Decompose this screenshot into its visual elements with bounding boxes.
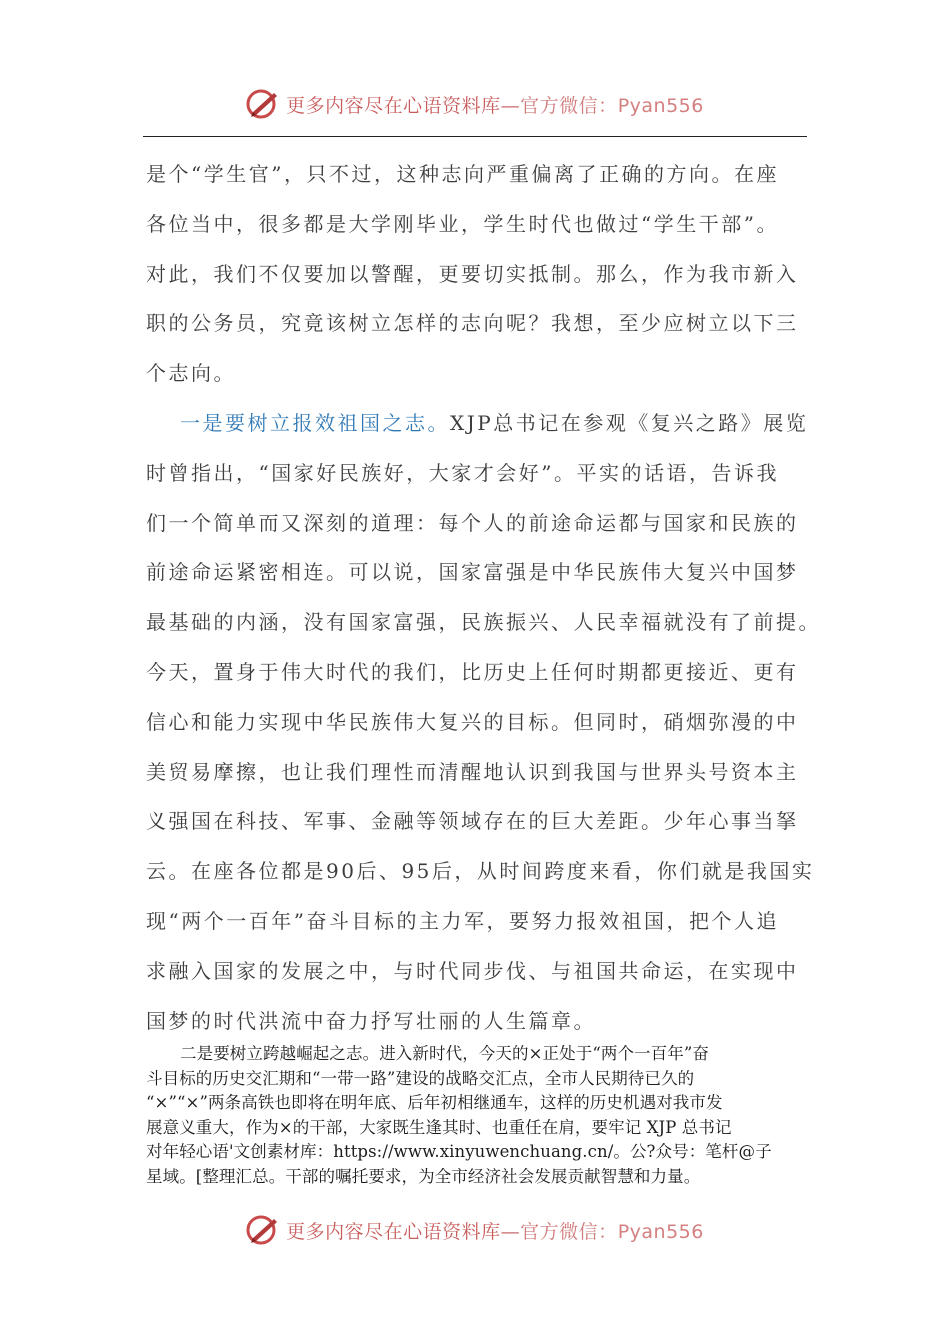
section2-line: 斗目标的历史交汇期和“一带一路”建设的战略交汇点，全市人民期待已久的 <box>146 1068 695 1088</box>
header-wechat-label: 官方微信： <box>520 94 618 117</box>
section1-line: 国梦的时代洪流中奋力抒写壮丽的人生篇章。 <box>146 1008 596 1033</box>
footer-brand: 更多内容尽在心语资料库 <box>286 1220 501 1243</box>
section1-line: 信心和能力实现中华民族伟大复兴的目标。但同时，硝烟弥漫的中 <box>146 709 799 734</box>
body-line: 对此，我们不仅要加以警醒，更要切实抵制。那么，作为我市新入 <box>146 261 799 286</box>
pen-logo-icon <box>246 87 280 121</box>
section1-line: 们一个简单而又深刻的道理：每个人的前途命运都与国家和民族的 <box>146 510 799 535</box>
section1-line: 义强国在科技、军事、金融等领域存在的巨大差距。少年心事当拏 <box>146 809 799 834</box>
footer-wechat-id: Pyan556 <box>617 1220 704 1243</box>
section1-line: 云。在座各位都是90后、95后，从时间跨度来看，你们就是我国实 <box>146 859 815 884</box>
footer-banner <box>0 1208 950 1252</box>
header-separator: — <box>500 94 521 117</box>
section1-line: 今天，置身于伟大时代的我们，比历史上任何时期都更接近、更有 <box>146 659 799 684</box>
section1-line: 求融入国家的发展之中，与时代同步伐、与祖国共命运，在实现中 <box>146 958 799 983</box>
section2-line: 展意义重大，作为×的干部，大家既生逢其时、也重任在肩，要牢记 XJP 总书记 <box>146 1117 732 1137</box>
header-text <box>286 91 704 118</box>
body-line: 个志向。 <box>146 361 236 386</box>
footer-separator: — <box>500 1220 521 1243</box>
section1-first-line <box>146 399 826 449</box>
section1-line: 最基础的内涵，没有国家富强，民族振兴、人民幸福就没有了前提。 <box>146 610 821 635</box>
body-line: 职的公务员，究竟该树立怎样的志向呢？我想，至少应树立以下三 <box>146 311 799 336</box>
document-body <box>146 150 826 1046</box>
section1-line: 美贸易摩擦，也让我们理性而清醒地认识到我国与世界头号资本主 <box>146 759 799 784</box>
section1-heading: 一是要树立报效祖国之志。 <box>180 410 450 435</box>
body-line: 各位当中，很多都是大学刚毕业，学生时代也做过“学生干部”。 <box>146 211 779 236</box>
footer-wechat-label: 官方微信： <box>520 1220 618 1243</box>
header-brand: 更多内容尽在心语资料库 <box>286 94 501 117</box>
section2-line: 对年轻心语'文创素材库：https://www.xinyuwenchuang.cn/。公?众号：笔杆@子 <box>146 1142 772 1162</box>
section2-line: “×”“×”两条高铁也即将在明年底、后年初相继通车，这样的历史机遇对我市发 <box>146 1093 723 1113</box>
header-banner <box>0 82 950 126</box>
section2-line: 二是要树立跨越崛起之志。进入新时代，今天的×正处于“两个一百年”奋 <box>180 1044 709 1063</box>
section2-line: 星域。[整理汇总。干部的嘱托要求，为全市经济社会发展贡献智慧和力量。 <box>146 1166 701 1186</box>
section1-line: 现“两个一百年”奋斗目标的主力军，要努力报效祖国，把个人追 <box>146 908 779 933</box>
header-wechat-id: Pyan556 <box>617 94 704 117</box>
footer-text <box>286 1217 704 1244</box>
section1-first-line-rest: XJP总书记在参观《复兴之路》展览 <box>450 410 809 435</box>
section1-line: 时曾指出，“国家好民族好，大家才会好”。平实的话语，告诉我 <box>146 460 779 485</box>
section1-line: 前途命运紧密相连。可以说，国家富强是中华民族伟大复兴中国梦 <box>146 560 799 585</box>
section2-paragraph <box>146 1042 826 1190</box>
header-divider <box>143 136 807 137</box>
body-line: 是个“学生官”，只不过，这种志向严重偏离了正确的方向。在座 <box>146 162 779 186</box>
pen-logo-icon <box>246 1213 280 1247</box>
